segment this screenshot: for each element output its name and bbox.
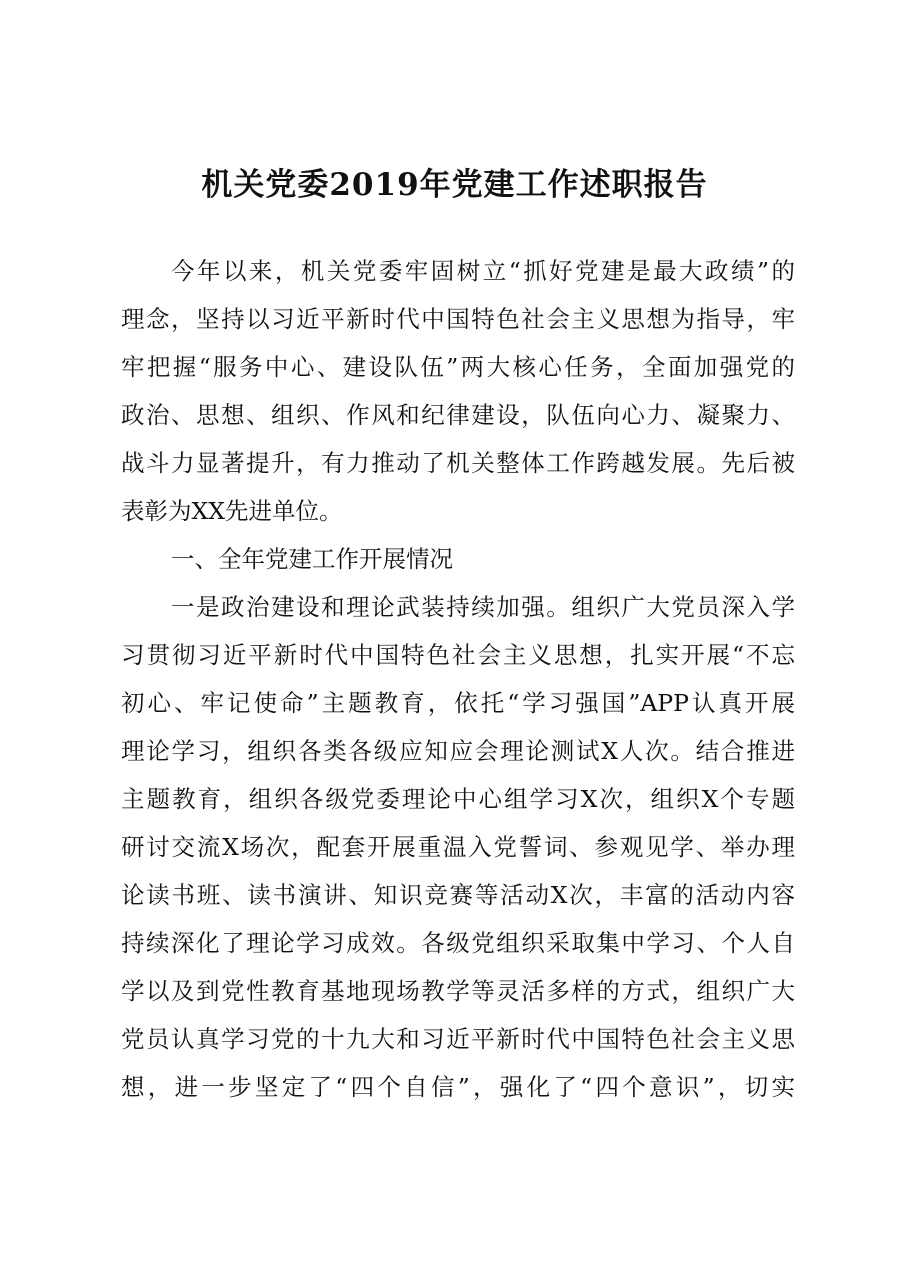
paragraph-2-line-6: 研讨交流X场次，配套开展重温入党誓词、参观见学、举办理 <box>121 833 795 861</box>
paragraph-2-line-9: 学以及到党性教育基地现场教学等灵活多样的方式，组织广大 <box>121 977 795 1005</box>
section-heading-1: 一、全年党建工作开展情况 <box>171 545 453 573</box>
paragraph-1-line-1: 今年以来，机关党委牢固树立“抓好党建是最大政绩”的 <box>171 257 795 285</box>
paragraph-2-line-4: 理论学习，组织各类各级应知应会理论测试X人次。结合推进 <box>121 737 795 765</box>
paragraph-1-line-2: 理念，坚持以习近平新时代中国特色社会主义思想为指导，牢 <box>121 305 795 333</box>
paragraph-2-line-2: 习贯彻习近平新时代中国特色社会主义思想，扎实开展“不忘 <box>121 641 795 669</box>
paragraph-1-line-4: 政治、思想、组织、作风和纪律建设，队伍向心力、凝聚力、 <box>121 401 795 429</box>
paragraph-2-line-10: 党员认真学习党的十九大和习近平新时代中国特色社会主义思 <box>121 1025 795 1053</box>
paragraph-1-line-3: 牢把握“服务中心、建设队伍”两大核心任务，全面加强党的 <box>121 353 795 381</box>
paragraph-2-line-1: 一是政治建设和理论武装持续加强。组织广大党员深入学 <box>171 593 795 621</box>
paragraph-2-line-11: 想，进一步坚定了“四个自信”，强化了“四个意识”，切实 <box>121 1073 795 1101</box>
paragraph-2-line-5: 主题教育，组织各级党委理论中心组学习X次，组织X个专题 <box>121 785 795 813</box>
paragraph-2-line-7: 论读书班、读书演讲、知识竞赛等活动X次，丰富的活动内容 <box>121 881 795 909</box>
document-title: 机关党委2019年党建工作述职报告 <box>201 167 708 203</box>
paragraph-1-line-5: 战斗力显著提升，有力推动了机关整体工作跨越发展。先后被 <box>121 449 795 477</box>
paragraph-1-line-6: 表彰为XX先进单位。 <box>121 497 343 525</box>
paragraph-2-line-8: 持续深化了理论学习成效。各级党组织采取集中学习、个人自 <box>121 929 795 957</box>
paragraph-2-line-3: 初心、牢记使命”主题教育，依托“学习强国”APP认真开展 <box>121 689 795 717</box>
